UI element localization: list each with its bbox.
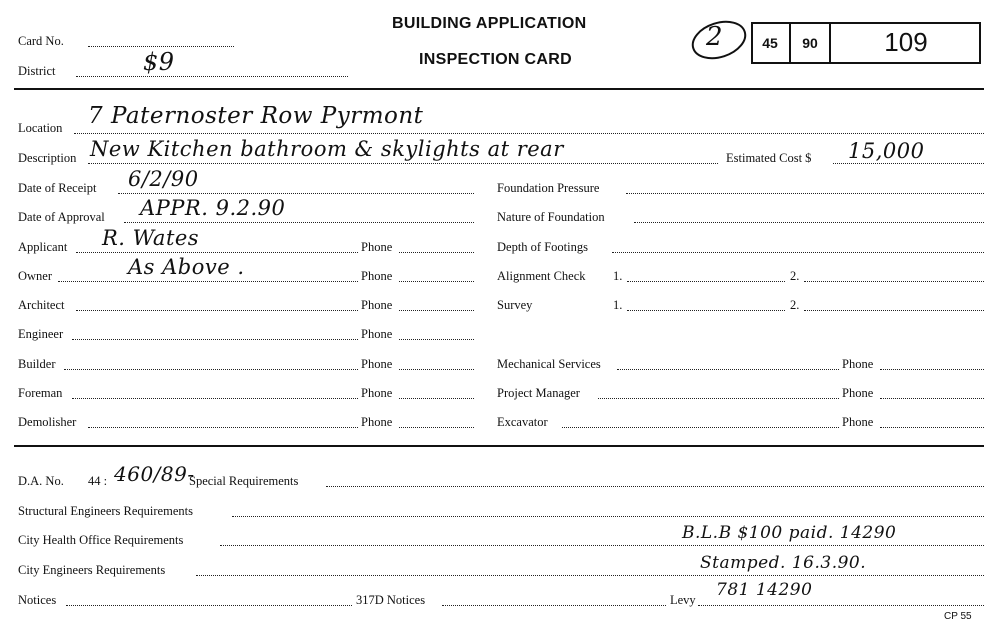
- project-manager-phone-line: [880, 398, 984, 399]
- circled-number: 2: [706, 22, 724, 52]
- mechanical-services-label: Mechanical Services: [497, 357, 601, 371]
- builder-label: Builder: [18, 357, 56, 371]
- survey-2-label: 2.: [790, 298, 800, 312]
- mechanical-services-phone-label: Phone: [842, 357, 874, 371]
- description-line: [88, 163, 718, 164]
- alignment-check-1-label: 1.: [613, 269, 623, 283]
- box-value-c: 109: [884, 27, 928, 57]
- survey-2-line: [804, 310, 984, 311]
- depth-of-footings-label: Depth of Footings: [497, 240, 588, 254]
- excavator-line: [562, 427, 839, 428]
- city-health-value: B.L.B $100 paid. 14290: [682, 523, 897, 543]
- alignment-check-1-line: [627, 281, 785, 282]
- notices-317d-label: 317D Notices: [356, 593, 426, 607]
- special-requirements-line: [326, 486, 984, 487]
- project-manager-line: [598, 398, 839, 399]
- location-value: 7 Paternoster Row Pyrmont: [88, 103, 424, 129]
- survey-1-line: [627, 310, 785, 311]
- alignment-check-2-line: [804, 281, 984, 282]
- survey-1-label: 1.: [613, 298, 623, 312]
- foundation-pressure-line: [626, 193, 984, 194]
- owner-line: [58, 281, 358, 282]
- date-of-receipt-line: [118, 193, 474, 194]
- foreman-line: [72, 398, 358, 399]
- excavator-label: Excavator: [497, 415, 548, 429]
- builder-line: [64, 369, 358, 370]
- foundation-pressure-label: Foundation Pressure: [497, 181, 600, 195]
- nature-of-foundation-label: Nature of Foundation: [497, 210, 605, 224]
- special-requirements-label: Special Requirements: [189, 474, 299, 488]
- da-no-value: 460/89-: [114, 462, 195, 486]
- foreman-phone-line: [399, 398, 474, 399]
- card-no-line: [88, 46, 234, 47]
- box-value-a: 45: [762, 35, 778, 51]
- excavator-phone-line: [880, 427, 984, 428]
- box-value-b: 90: [802, 35, 818, 51]
- demolisher-line: [88, 427, 358, 428]
- notices-line: [66, 605, 352, 606]
- owner-label: Owner: [18, 269, 53, 283]
- estimated-cost-label: Estimated Cost $: [726, 151, 812, 165]
- levy-value: 781 14290: [716, 580, 813, 600]
- da-no-label: D.A. No.: [18, 474, 64, 488]
- form-subtitle: INSPECTION CARD: [419, 51, 572, 68]
- foreman-phone-label: Phone: [361, 386, 393, 400]
- da-no-prefix: 44 :: [88, 474, 108, 488]
- estimated-cost-line: [833, 163, 984, 164]
- alignment-check-label: Alignment Check: [497, 269, 586, 283]
- engineer-line: [72, 339, 358, 340]
- district-value: $9: [143, 48, 175, 76]
- project-manager-phone-label: Phone: [842, 386, 874, 400]
- location-line: [74, 133, 984, 134]
- architect-label: Architect: [18, 298, 65, 312]
- header-rule: [14, 88, 984, 90]
- date-of-approval-label: Date of Approval: [18, 210, 105, 224]
- levy-label: Levy: [670, 593, 696, 607]
- architect-phone-label: Phone: [361, 298, 393, 312]
- owner-phone-label: Phone: [361, 269, 393, 283]
- description-label: Description: [18, 151, 77, 165]
- survey-label: Survey: [497, 298, 533, 312]
- foreman-label: Foreman: [18, 386, 63, 400]
- date-of-receipt-label: Date of Receipt: [18, 181, 97, 195]
- owner-value: As Above .: [128, 255, 245, 279]
- card-no-label: Card No.: [18, 34, 64, 48]
- description-value: New Kitchen bathroom & skylights at rear: [90, 137, 564, 161]
- builder-phone-line: [399, 369, 474, 370]
- date-of-receipt-value: 6/2/90: [128, 167, 199, 191]
- levy-line: [698, 605, 984, 606]
- applicant-phone-line: [399, 252, 474, 253]
- engineer-label: Engineer: [18, 327, 64, 341]
- city-health-line: [220, 545, 984, 546]
- alignment-check-2-label: 2.: [790, 269, 800, 283]
- location-label: Location: [18, 121, 63, 135]
- excavator-phone-label: Phone: [842, 415, 874, 429]
- architect-phone-line: [399, 310, 474, 311]
- city-engineers-value: Stamped. 16.3.90.: [700, 553, 867, 573]
- form-code: CP 55: [944, 611, 972, 622]
- applicant-line: [76, 252, 358, 253]
- applicant-phone-label: Phone: [361, 240, 393, 254]
- builder-phone-label: Phone: [361, 357, 393, 371]
- demolisher-label: Demolisher: [18, 415, 77, 429]
- nature-of-foundation-line: [634, 222, 984, 223]
- owner-phone-line: [399, 281, 474, 282]
- mechanical-services-phone-line: [880, 369, 984, 370]
- depth-of-footings-line: [612, 252, 984, 253]
- city-engineers-line: [196, 575, 984, 576]
- notices-317d-line: [442, 605, 666, 606]
- applicant-value: R. Wates: [102, 226, 200, 250]
- engineer-phone-label: Phone: [361, 327, 393, 341]
- engineer-phone-line: [399, 339, 474, 340]
- estimated-cost-value: 15,000: [848, 139, 925, 163]
- structural-engineers-label: Structural Engineers Requirements: [18, 504, 193, 518]
- project-manager-label: Project Manager: [497, 386, 580, 400]
- demolisher-phone-line: [399, 427, 474, 428]
- architect-line: [76, 310, 358, 311]
- demolisher-phone-label: Phone: [361, 415, 393, 429]
- district-label: District: [18, 64, 56, 78]
- date-of-approval-line: [124, 222, 474, 223]
- district-line: [76, 76, 348, 77]
- city-engineers-label: City Engineers Requirements: [18, 563, 166, 577]
- form-title: BUILDING APPLICATION: [392, 15, 587, 32]
- notices-label: Notices: [18, 593, 57, 607]
- date-of-approval-value: APPR. 9.2.90: [140, 196, 286, 220]
- applicant-label: Applicant: [18, 240, 68, 254]
- middle-rule: [14, 445, 984, 447]
- mechanical-services-line: [617, 369, 839, 370]
- structural-engineers-line: [232, 516, 984, 517]
- city-health-label: City Health Office Requirements: [18, 533, 184, 547]
